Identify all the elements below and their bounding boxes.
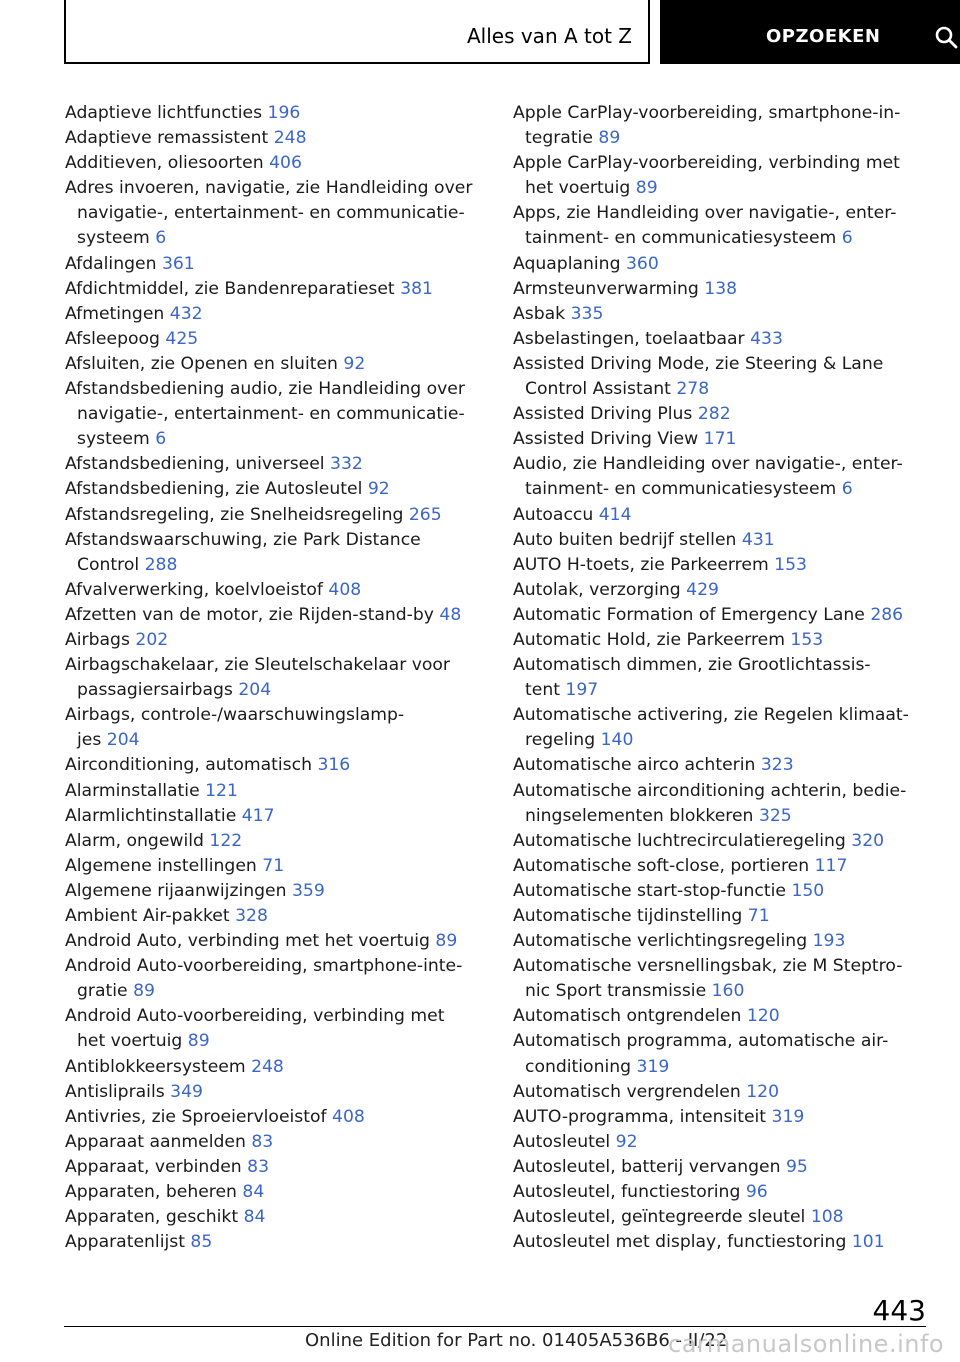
entry-text: Algemene instellingen (65, 855, 257, 876)
entry-text: Algemene rijaanwijzingen (65, 880, 287, 901)
page-link[interactable]: 204 (238, 680, 272, 701)
entry-text: Automatic Hold, zie Parkeerrem (513, 629, 785, 650)
entry-text: Automatisch dimmen, zie Grootlichtassis- (513, 655, 871, 676)
entry-text: het voertuig (77, 1031, 183, 1052)
entry-text: Control (77, 554, 140, 575)
entry-text: Aquaplaning (513, 253, 621, 274)
page-link[interactable]: 320 (851, 830, 885, 851)
index-entry (65, 653, 485, 703)
entry-text: Afzetten van de motor, zie Rijden-stand-by (65, 604, 434, 625)
page-link[interactable]: 406 (269, 153, 302, 174)
page-link[interactable]: 71 (262, 855, 285, 876)
entry-text: Apple CarPlay-voorbereiding, smartphone-in- (513, 103, 901, 123)
page-link[interactable]: 282 (697, 404, 731, 425)
page-link[interactable]: 193 (812, 931, 846, 952)
footer-divider (64, 1326, 926, 1327)
entry-text: Apparaten, geschikt (65, 1207, 239, 1228)
page-link[interactable]: 325 (758, 805, 792, 826)
page-link[interactable]: 95 (785, 1156, 808, 1177)
index-entry (513, 1205, 923, 1230)
page-link[interactable]: 89 (435, 931, 458, 952)
entry-text: passagiersairbags (77, 680, 233, 701)
index-entry (65, 126, 485, 151)
index-entry (65, 327, 485, 352)
index-entry (65, 829, 485, 854)
index-entry (65, 1080, 485, 1105)
page-link[interactable]: 89 (635, 178, 658, 199)
index-entry (513, 277, 923, 302)
index-entry (513, 528, 923, 553)
page-link[interactable]: 319 (636, 1056, 670, 1077)
index-entry (65, 503, 485, 528)
index-entry (65, 1230, 485, 1255)
header-section-tab[interactable] (64, 0, 650, 64)
entry-text: Automatische activering, zie Regelen klimaat- (513, 705, 909, 726)
page-link[interactable]: 89 (133, 981, 155, 1002)
entry-text: Assisted Driving Plus (513, 404, 693, 425)
index-entry (513, 452, 923, 502)
entry-text: Automatische tijdinstelling (513, 906, 743, 926)
entry-text: Alarminstallatie (65, 780, 200, 801)
entry-text: Airconditioning, automatisch (65, 755, 312, 776)
index-entry (65, 352, 485, 377)
entry-text: AUTO-programma, intensiteit (513, 1106, 767, 1127)
search-label: OPZOEKEN (766, 26, 881, 47)
entry-text: Automatische airco achterin (513, 755, 756, 776)
index-entry (65, 277, 485, 302)
entry-text: Automatische airconditioning achterin, bedie- (513, 780, 907, 801)
entry-text: Afstandsbediening audio, zie Handleiding over (65, 379, 465, 400)
page-link[interactable]: 117 (814, 855, 848, 876)
index-entry (513, 1080, 923, 1105)
page-link[interactable]: 414 (598, 504, 632, 525)
index-entry (65, 1180, 485, 1205)
index-entry (513, 779, 923, 829)
page-link[interactable]: 92 (343, 353, 366, 374)
entry-text: het voertuig (525, 178, 631, 199)
entry-text: AUTO H-toets, zie Parkeerrem (513, 554, 769, 575)
entry-text: Adaptieve lichtfuncties (65, 103, 263, 123)
index-entry (513, 302, 923, 327)
index-entry (513, 101, 923, 151)
index-entry (65, 929, 485, 954)
entry-text: Adres invoeren, navigatie, zie Handleiding over (65, 178, 473, 199)
page-link[interactable]: 316 (317, 755, 351, 776)
entry-text: regeling (525, 730, 596, 751)
entry-text: Armsteunverwarming (513, 278, 699, 299)
index-entry (65, 703, 485, 753)
entry-text: jes (77, 730, 102, 751)
index-entry (65, 1205, 485, 1230)
index-entry (65, 954, 485, 1004)
edition-text: Online Edition for Part no. 01405A536B6 - II/22 (305, 1330, 728, 1351)
page-link[interactable]: 48 (439, 604, 462, 625)
page-link[interactable]: 359 (292, 880, 325, 901)
entry-text: tent (525, 680, 560, 701)
entry-text: Automatische luchtrecirculatieregeling (513, 830, 846, 851)
index-entry (513, 151, 923, 201)
index-entry (65, 753, 485, 778)
page-link[interactable]: 248 (273, 128, 307, 149)
entry-text: Automatic Formation of Emergency Lane (513, 604, 865, 625)
entry-text: Automatische versnellingsbak, zie M Steptro- (513, 956, 903, 977)
index-entry (513, 653, 923, 703)
entry-text: gratie (77, 981, 128, 1002)
entry-text: Autosleutel (513, 1131, 611, 1152)
index-entry (65, 151, 485, 176)
index-entry (513, 854, 923, 879)
entry-text: tegratie (525, 128, 593, 149)
entry-text: Antisliprails (65, 1081, 165, 1102)
index-entry (513, 753, 923, 778)
index-entry (65, 252, 485, 277)
entry-text: systeem (77, 429, 150, 450)
entry-text: tainment- en communicatiesysteem (525, 228, 837, 249)
page-number: 443 (872, 1294, 926, 1327)
page-link[interactable]: 360 (625, 253, 659, 274)
page-link[interactable]: 96 (745, 1182, 768, 1203)
entry-text: Antivries, zie Sproeiervloeistof (65, 1106, 327, 1127)
entry-text: nic Sport transmissie (525, 981, 707, 1002)
page-link[interactable]: 197 (565, 680, 599, 701)
entry-text: Apple CarPlay-voorbereiding, verbinding met (513, 153, 900, 174)
index-entry (65, 904, 485, 929)
entry-text: Autosleutel, geïntegreerde sleutel (513, 1207, 806, 1228)
index-entry (513, 352, 923, 402)
page-link[interactable]: 425 (165, 328, 199, 349)
entry-text: Control Assistant (525, 379, 671, 400)
page-link[interactable]: 84 (243, 1207, 266, 1228)
index-entry (513, 1004, 923, 1029)
page-link[interactable]: 265 (408, 504, 442, 525)
page-link[interactable]: 278 (676, 379, 710, 400)
entry-text: Autosleutel, functiestoring (513, 1182, 741, 1203)
entry-text: conditioning (525, 1056, 632, 1077)
index-column-right (513, 101, 923, 1255)
entry-text: Afdalingen (65, 253, 157, 274)
entry-text: Audio, zie Handleiding over navigatie-, enter- (513, 454, 903, 475)
page-link[interactable]: 431 (741, 529, 775, 550)
index-entry (513, 503, 923, 528)
page-link[interactable]: 89 (187, 1031, 210, 1052)
index-entry (513, 1180, 923, 1205)
entry-text: Android Auto, verbinding met het voertuig (65, 931, 430, 952)
entry-text: Automatisch vergrendelen (513, 1081, 741, 1102)
entry-text: Automatische soft-close, portieren (513, 855, 810, 876)
entry-text: Asbak (513, 303, 566, 324)
entry-text: Afstandsregeling, zie Snelheidsregeling (65, 504, 404, 525)
entry-text: Automatisch ontgrendelen (513, 1006, 742, 1027)
entry-text: Apparaten, beheren (65, 1182, 237, 1203)
entry-text: navigatie-, entertainment- en communicatie- (77, 203, 465, 224)
entry-text: Autosleutel, batterij vervangen (513, 1156, 781, 1177)
page-link[interactable]: 92 (367, 479, 390, 500)
index-entry (513, 201, 923, 251)
index-entry (513, 879, 923, 904)
entry-text: Asbelastingen, toelaatbaar (513, 328, 745, 349)
entry-text: Afstandsbediening, zie Autosleutel (65, 479, 363, 500)
page-link[interactable]: 6 (155, 228, 167, 249)
page-link[interactable]: 335 (570, 303, 604, 324)
entry-text: Apparaat aanmelden (65, 1131, 246, 1152)
index-entry (65, 779, 485, 804)
index-entry (513, 553, 923, 578)
entry-text: Apparatenlijst (65, 1232, 185, 1253)
index-entry (65, 578, 485, 603)
page-link[interactable]: 85 (190, 1232, 213, 1253)
page-link[interactable]: 196 (267, 103, 301, 123)
entry-text: Additieven, oliesoorten (65, 153, 264, 174)
entry-text: Afstandsbediening, universeel (65, 454, 325, 475)
index-entry (65, 1130, 485, 1155)
index-entry (65, 1055, 485, 1080)
index-entry (65, 804, 485, 829)
page-link[interactable]: 288 (144, 554, 178, 575)
entry-text: Adaptieve remassistent (65, 128, 269, 149)
entry-text: Alarm, ongewild (65, 830, 204, 851)
page-link[interactable]: 204 (106, 730, 140, 751)
entry-text: Assisted Driving View (513, 429, 699, 450)
index-entry (65, 477, 485, 502)
entry-text: Airbags (65, 629, 130, 650)
page-link[interactable]: 6 (155, 429, 167, 450)
page-link[interactable]: 71 (747, 906, 770, 926)
entry-text: Autolak, verzorging (513, 579, 681, 600)
index-entry (513, 703, 923, 753)
index-column-left (65, 101, 485, 1255)
page-link[interactable]: 120 (746, 1081, 780, 1102)
entry-text: Airbagschakelaar, zie Sleutelschakelaar voor (65, 655, 450, 676)
entry-text: Airbags, controle-/waarschuwingslamp- (65, 705, 405, 726)
index-entry (65, 1105, 485, 1130)
page-link[interactable]: 429 (686, 579, 719, 600)
entry-text: Android Auto-voorbereiding, verbinding met (65, 1006, 445, 1027)
index-entry (65, 879, 485, 904)
page-link[interactable]: 138 (704, 278, 738, 299)
entry-text: Autoaccu (513, 504, 594, 525)
entry-text: Afdichtmiddel, zie Bandenreparatieset (65, 278, 395, 299)
page-link[interactable]: 6 (841, 228, 853, 249)
search-button[interactable] (660, 0, 960, 64)
page-link[interactable]: 332 (330, 454, 363, 475)
index-entry (513, 954, 923, 1004)
index-entry (513, 1105, 923, 1130)
page-link[interactable]: 248 (251, 1056, 284, 1077)
page-link[interactable]: 323 (760, 755, 794, 776)
index-entry (65, 603, 485, 628)
page-link[interactable]: 122 (209, 830, 243, 851)
index-entry (65, 101, 485, 126)
entry-text: ningselementen blokkeren (525, 805, 754, 826)
index-entry (513, 427, 923, 452)
page-link[interactable]: 83 (247, 1156, 270, 1177)
page-link[interactable]: 286 (870, 604, 904, 625)
page-link[interactable]: 6 (841, 479, 853, 500)
index-entry (513, 603, 923, 628)
page-link[interactable]: 202 (135, 629, 169, 650)
entry-text: Afsluiten, zie Openen en sluiten (65, 353, 338, 374)
page-link[interactable]: 408 (328, 579, 362, 600)
page-link[interactable]: 433 (750, 328, 783, 349)
entry-text: Android Auto-voorbereiding, smartphone-inte- (65, 956, 463, 977)
page-link[interactable]: 84 (242, 1182, 265, 1203)
page-link[interactable]: 108 (810, 1207, 844, 1228)
entry-text: Autosleutel met display, functiestoring (513, 1232, 847, 1253)
index-entry (65, 628, 485, 653)
page-link[interactable]: 150 (791, 880, 825, 901)
entry-text: Antiblokkeersysteem (65, 1056, 246, 1077)
entry-text: Apps, zie Handleiding over navigatie-, enter- (513, 203, 897, 224)
index-entry (65, 1155, 485, 1180)
index-entry (513, 904, 923, 929)
page-link[interactable]: 120 (746, 1006, 780, 1027)
index-entry (513, 327, 923, 352)
index-entry (65, 1004, 485, 1054)
entry-text: Assisted Driving Mode, zie Steering & Lane (513, 353, 884, 374)
entry-text: navigatie-, entertainment- en communicatie- (77, 404, 465, 425)
page-link[interactable]: 171 (703, 429, 737, 450)
entry-text: Auto buiten bedrijf stellen (513, 529, 737, 550)
page-link[interactable]: 319 (771, 1106, 805, 1127)
watermark: carmanualsonline.info (668, 1330, 945, 1358)
index-entry (513, 1029, 923, 1079)
search-icon (934, 25, 958, 49)
entry-text: tainment- en communicatiesysteem (525, 479, 837, 500)
index-entry (513, 402, 923, 427)
page-link[interactable]: 101 (851, 1232, 885, 1253)
page-link[interactable]: 153 (790, 629, 824, 650)
page-link[interactable]: 432 (169, 303, 203, 324)
index-entry (513, 1155, 923, 1180)
entry-text: Automatisch programma, automatische air- (513, 1031, 889, 1052)
page-link[interactable]: 92 (615, 1131, 638, 1152)
index-entry (65, 528, 485, 578)
page-link[interactable]: 408 (332, 1106, 365, 1127)
page-link[interactable]: 361 (161, 253, 195, 274)
section-title: Alles van A tot Z (466, 24, 632, 48)
page-link[interactable]: 381 (400, 278, 433, 299)
entry-text: Afvalverwerking, koelvloeistof (65, 579, 323, 600)
index-entry (513, 252, 923, 277)
entry-text: Afsleepoog (65, 328, 160, 349)
page-link[interactable]: 153 (774, 554, 807, 575)
entry-text: Automatische start-stop-functie (513, 880, 786, 901)
index-entry (513, 1230, 923, 1255)
entry-text: Afmetingen (65, 303, 165, 324)
index-entry (513, 578, 923, 603)
index-entry (65, 302, 485, 327)
entry-text: Afstandswaarschuwing, zie Park Distance (65, 529, 421, 550)
entry-text: Automatische verlichtingsregeling (513, 931, 808, 952)
page-link[interactable]: 89 (598, 128, 621, 149)
page-link[interactable]: 140 (600, 730, 634, 751)
entry-text: Ambient Air-pakket (65, 906, 230, 926)
page-link[interactable]: 417 (241, 805, 275, 826)
entry-text: systeem (77, 228, 150, 249)
index-entry (65, 176, 485, 251)
page-link[interactable]: 349 (170, 1081, 203, 1102)
index-entry (513, 1130, 923, 1155)
page-link[interactable]: 160 (711, 981, 745, 1002)
index-entry (65, 854, 485, 879)
index-entry (513, 628, 923, 653)
page-link[interactable]: 83 (251, 1131, 274, 1152)
index-entry (65, 377, 485, 452)
page-link[interactable]: 328 (235, 906, 268, 926)
index-entry (513, 929, 923, 954)
page-link[interactable]: 121 (205, 780, 238, 801)
entry-text: Alarmlichtinstallatie (65, 805, 237, 826)
index-entry (513, 829, 923, 854)
entry-text: Apparaat, verbinden (65, 1156, 242, 1177)
index-entry (65, 452, 485, 477)
